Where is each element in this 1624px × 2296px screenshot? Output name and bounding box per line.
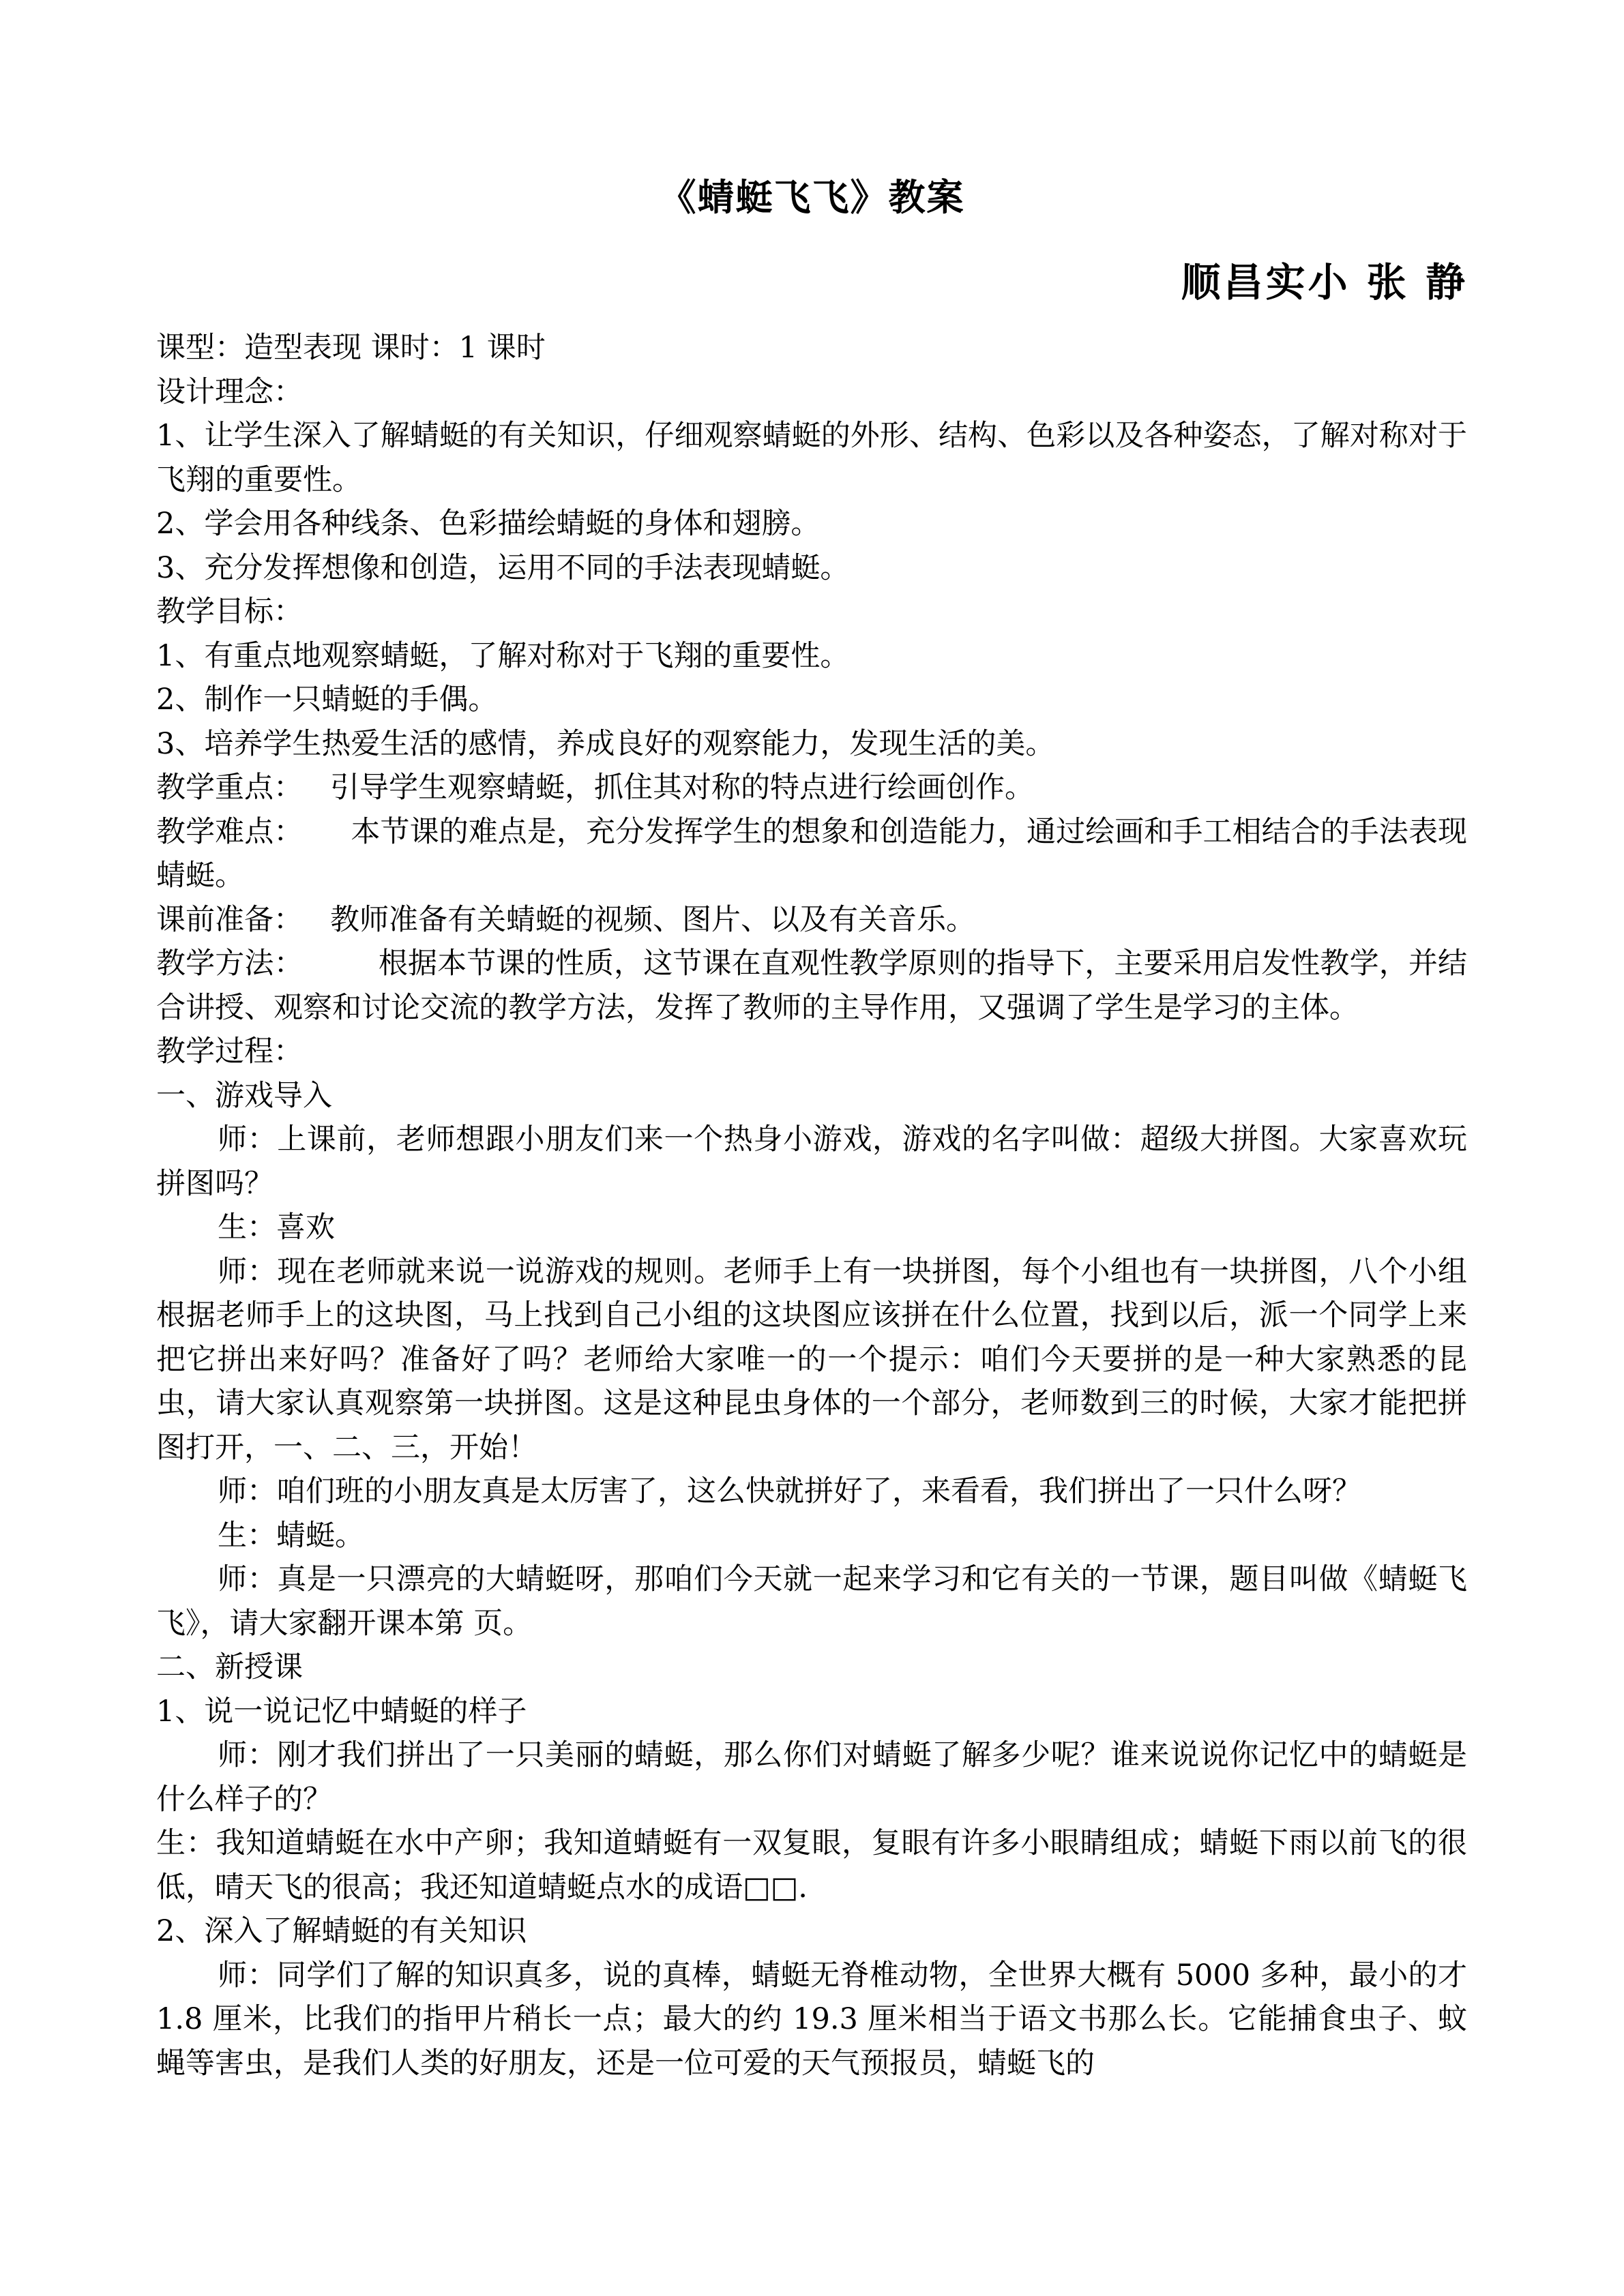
- method-paragraph: [156, 942, 1467, 1030]
- difficulty-paragraph: [156, 810, 1467, 898]
- teacher-dialogue: 师：上课前，老师想跟小朋友们来一个热身小游戏，游戏的名字叫做：超级大拼图。大家喜欢玩拼图吗？: [156, 1122, 1467, 1201]
- subsection-heading-1: 1、说一说记忆中蜻蜓的样子: [156, 1694, 527, 1729]
- goal-item-3: 3、培养学生热爱生活的感情，养成良好的观察能力，发现生活的美。: [156, 726, 1055, 761]
- document-body: [156, 326, 1467, 2085]
- course-type-line: 课型：造型表现 课时：1 课时: [156, 331, 546, 365]
- document-author: 顺昌实小 张 静: [1181, 259, 1468, 305]
- teacher-dialogue: 师：现在老师就来说一说游戏的规则。老师手上有一块拼图，每个小组也有一块拼图，八个小组根据老师手上的这块图，马上找到自己小组的这块图应该拼在什么位置，找到以后，派一个同学上来把它拼出来好吗？准备好了吗？老师给大家唯一的一个提示：咱们今天要拼的是一种大家熟悉的昆虫，请大家认真观察第一块拼图。这是这种昆虫身体的一个部分，老师数到三的时候，大家才能把拼图打开，一、二、三，开始！: [156, 1254, 1467, 1465]
- difficulty-text: 本节课的难点是，充分发挥学生的想象和创造能力，通过绘画和手工相结合的手法表现蜻蜓。: [156, 814, 1468, 893]
- goal-item-2: 2、制作一只蜻蜓的手偶。: [156, 683, 498, 717]
- goal-item-1: 1、有重点地观察蜻蜓，了解对称对于飞翔的重要性。: [156, 638, 850, 673]
- section-heading-2: 二、新授课: [156, 1650, 303, 1684]
- goals-heading: 教学目标：: [156, 595, 303, 629]
- prep-label: 课前准备：: [156, 902, 303, 937]
- teacher-dialogue: 师：真是一只漂亮的大蜻蜓呀，那咱们今天就一起来学习和它有关的一节课，题目叫做《蜻蜓飞飞》，请大家翻开课本第 页。: [156, 1562, 1467, 1641]
- student-dialogue: 生：我知道蜻蜓在水中产卵；我知道蜻蜓有一双复眼，复眼有许多小眼睛组成；蜻蜓下雨以前飞的很低，晴天飞的很高；我还知道蜻蜓点水的成语□□.: [156, 1826, 1467, 1905]
- teacher-dialogue: 师：咱们班的小朋友真是太厉害了，这么快就拼好了，来看看，我们拼出了一只什么呀？: [218, 1474, 1361, 1508]
- concept-item-3: 3、充分发挥想像和创造，运用不同的手法表现蜻蜓。: [156, 550, 850, 585]
- difficulty-label: 教学难点：: [156, 814, 304, 849]
- prep-paragraph: [156, 898, 1467, 942]
- method-text: 根据本节课的性质，这节课在直观性教学原则的指导下，主要采用启发性教学，并结合讲授、观察和讨论交流的教学方法，发挥了教师的主导作用，又强调了学生是学习的主体。: [156, 946, 1468, 1025]
- student-dialogue: 生：喜欢: [218, 1210, 335, 1244]
- teacher-dialogue: 师：刚才我们拼出了一只美丽的蜻蜓，那么你们对蜻蜓了解多少呢？谁来说说你记忆中的蜻蜓是什么样子的？: [156, 1738, 1467, 1817]
- teacher-dialogue: 师：同学们了解的知识真多，说的真棒，蜻蜓无脊椎动物，全世界大概有 5000 多种，最小的才 1.8 厘米，比我们的指甲片稍长一点；最大的约 19.3 厘米相当于语文书那么长。它能捕食虫子、蚊蝇等害虫，是我们人类的好朋友，还是一位可爱的天气预报员，蜻蜓飞的: [156, 1958, 1467, 2081]
- section-heading-1: 一、游戏导入: [156, 1078, 332, 1113]
- subsection-heading-2: 2、深入了解蜻蜓的有关知识: [156, 1914, 527, 1948]
- prep-text: 教师准备有关蜻蜓的视频、图片、以及有关音乐。: [330, 902, 975, 937]
- method-label: 教学方法：: [156, 946, 304, 981]
- design-concept-heading: 设计理念：: [156, 374, 303, 409]
- key-point-text: 引导学生观察蜻蜓，抓住其对称的特点进行绘画创作。: [330, 771, 1034, 805]
- concept-item-1: 1、让学生深入了解蜻蜓的有关知识，仔细观察蜻蜓的外形、结构、色彩以及各种姿态，了解对称对于飞翔的重要性。: [156, 419, 1467, 497]
- key-point-paragraph: [156, 766, 1467, 810]
- document-title: 《蜻蜓飞飞》教案: [659, 176, 965, 219]
- process-heading: 教学过程：: [156, 1034, 303, 1069]
- key-point-label: 教学重点：: [156, 771, 303, 805]
- concept-item-2: 2、学会用各种线条、色彩描绘蜻蜓的身体和翅膀。: [156, 507, 821, 541]
- student-dialogue: 生：蜻蜓。: [218, 1518, 364, 1553]
